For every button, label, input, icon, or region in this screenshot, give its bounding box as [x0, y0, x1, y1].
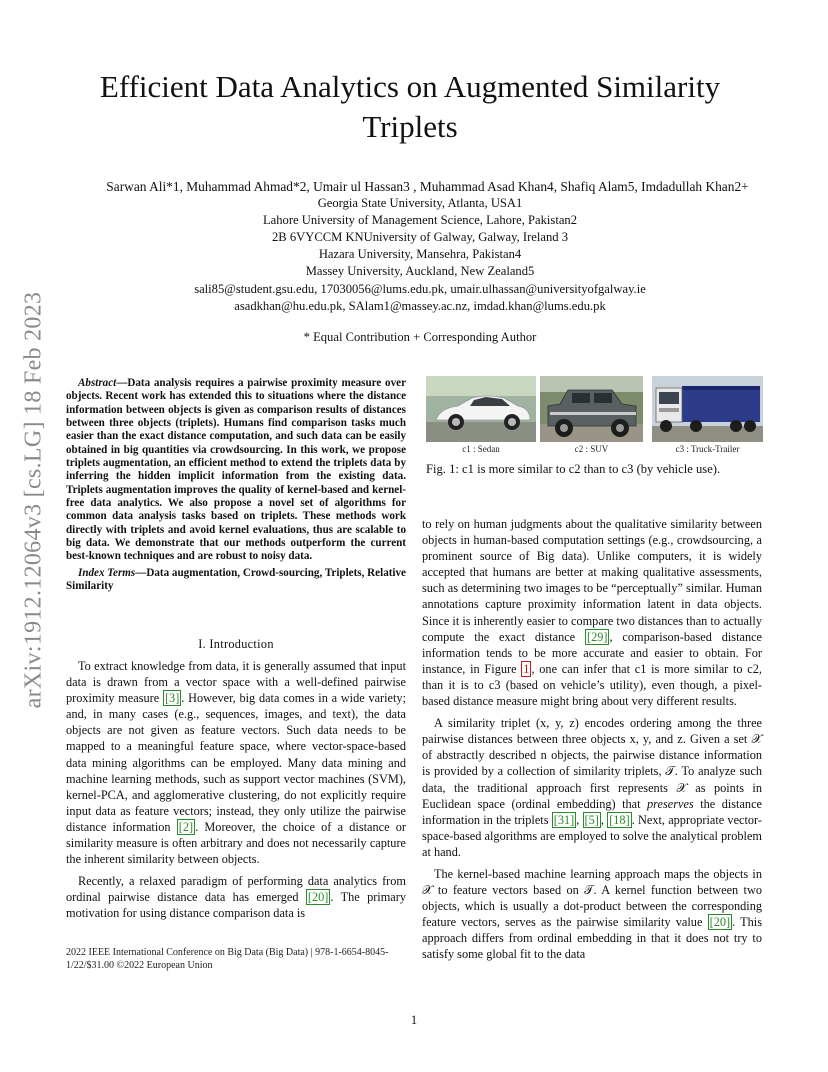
- citation-link[interactable]: [5]: [584, 812, 599, 827]
- title-line-1: Efficient Data Analytics on Augmented Similarity: [99, 69, 721, 104]
- text-run: . This approach differs from ordinal embedding in that it does not try to satisfy some global fit to the data: [422, 915, 762, 962]
- suv-image: [540, 376, 643, 442]
- affiliation-3: 2B 6VYCCM KNUniversity of Galway, Galway, Ireland 3: [271, 230, 568, 244]
- arxiv-id: arXiv:1912.12064v3 [cs.LG] 18 Feb 2023: [20, 291, 47, 709]
- citation-link[interactable]: [20]: [307, 890, 329, 905]
- affiliation-2: Lahore University of Management Science, Lahore, Pakistan2: [262, 213, 578, 227]
- text-run: . Moreover, the choice of a distance or similarity measure is often arbitrary and does not necessarily capture the inherent similarity between objects.: [66, 819, 406, 867]
- title-line-2: Triplets: [362, 109, 458, 144]
- arxiv-sidebar-stamp: [20, 290, 48, 710]
- intro-paragraph-2: [66, 873, 406, 921]
- truck-trailer-image: [652, 376, 763, 442]
- sedan-caption: c1 : Sedan: [462, 444, 500, 454]
- text-run: ,: [576, 812, 583, 827]
- text-run: . Next, appropriate vector-space-based algorithms are employed to solve the analytical problem at hand.: [422, 812, 762, 859]
- citation-link[interactable]: [18]: [609, 812, 630, 827]
- right-paragraph-2: [422, 715, 762, 860]
- text-run: . However, big data comes in a wide variety; and, in many cases (e.g., sequences, images, and text), the data objects are not given as feature vectors. Such data needs to be mapped to a meaningful feature space, where vector-space-based data mining algorithms can be employed. Many data mining and machine learning methods, such as support vector machines (SVM), kernel-PCA, and agglomerative clustering, do not explicitly require input data as feature vectors; instead, they only utilize the pairwise distance information: [66, 691, 406, 834]
- copyright-footnote: 2022 IEEE International Conference on Big Data (Big Data) | 978-1-6654-8045-1/22/$31.00 ©2022 European Union: [66, 947, 389, 971]
- right-paragraph-1: [422, 516, 762, 709]
- text-run: . The primary motivation for using distance comparison data is: [66, 890, 406, 921]
- intro-paragraph-1: [66, 658, 406, 867]
- email-line-2: asadkhan@hu.edu.pk, SAlam1@massey.ac.nz, imdad.khan@lums.edu.pk: [234, 299, 606, 313]
- text-run: A similarity triplet (x, y, z) encodes ordering among the three pairwise distances between three objects x, y, and z. Given a set 𝒳 of abstractly described n objects, the pairwise distance information is provided by a collection of similarity triplets, 𝒯. To analyze such data, the traditional approach first represents 𝒳 as points in Euclidean space (ordinal embedding) that: [422, 716, 762, 811]
- suv-caption: c2 : SUV: [574, 444, 609, 454]
- affiliation-1: Georgia State University, Atlanta, USA1: [317, 196, 523, 210]
- text-run: to rely on human judgments about the qualitative similarity between objects in human-based computation settings (e.g., crowdsourcing, a prominent source of Big data). Unlike computers, it is widely accepted that humans are better at making qualitative assessments, such as determining two images to be “perceptually” similar. Human annotations capture proximity information latent in data objects. Since it is inherently easier to compare two distances than to actually compute the exact distance: [422, 517, 762, 644]
- affiliation-5: Massey University, Auckland, New Zealand5: [305, 264, 535, 278]
- abstract: [66, 377, 406, 594]
- text-run: ,: [600, 812, 608, 827]
- index-terms-label: Index Terms: [78, 566, 136, 579]
- right-column-body: [422, 516, 762, 963]
- text-run: The kernel-based machine learning approach maps the objects in 𝒳 to feature vectors based on 𝒯. A kernel function between two objects, which is usually a dot-product between the corresponding feature vectors, serves as the pairwise similarity value: [422, 866, 762, 930]
- abstract-label: Abstract: [78, 377, 117, 389]
- citation-link[interactable]: [20]: [709, 915, 731, 930]
- citation-link[interactable]: [31]: [553, 812, 575, 827]
- emphasis: preserves: [647, 796, 694, 811]
- citation-link[interactable]: [2]: [178, 819, 194, 834]
- text-run: , one can infer that c1 is more similar to c2, than it is to c3 (based on vehicle’s utility), even though, a pixel-based distance measure might bring about very different results.: [422, 661, 762, 709]
- paper-title: [60, 67, 760, 147]
- citation-link[interactable]: [29]: [586, 629, 608, 644]
- figure-caption: Fig. 1: c1 is more similar to c2 than to c3 (by vehicle use).: [426, 462, 721, 476]
- left-column-body: [66, 658, 406, 922]
- equal-contribution-note: * Equal Contribution + Corresponding Author: [303, 330, 537, 344]
- email-line-1: sali85@student.gsu.edu, 17030056@lums.edu.pk, umair.ulhassan@universityofgalway.ie: [194, 282, 646, 296]
- sedan-image: [426, 376, 536, 442]
- right-paragraph-3: [422, 866, 762, 963]
- index-terms-text: —Data augmentation, Crowd-sourcing, Triplets, Relative Similarity: [66, 566, 406, 593]
- text-run: Recently, a relaxed paradigm of performing data analytics from ordinal pairwise distance data has emerged: [66, 874, 406, 905]
- figure-link[interactable]: 1: [523, 661, 530, 676]
- author-list: Sarwan Ali*1, Muhammad Ahmad*2, Umair ul Hassan3 , Muhammad Asad Khan4, Shafiq Alam5, Imdadullah Khan2+: [106, 179, 749, 194]
- page-number: 1: [410, 1013, 418, 1027]
- truck-caption: c3 : Truck-Trailer: [675, 444, 740, 454]
- text-run: , comparison-based distance information tends to be more accurate and easier to obtain. For instance, in Figure: [422, 629, 763, 676]
- text-run: To extract knowledge from data, it is generally assumed that input data is drawn from a vector space with a well-defined pairwise proximity measure: [66, 659, 406, 706]
- citation-link[interactable]: [3]: [164, 691, 180, 706]
- affiliation-4: Hazara University, Mansehra, Pakistan4: [318, 247, 522, 261]
- abstract-text: —Data analysis requires a pairwise proximity measure over objects. Recent work has extended this to situations where the distance information between objects is given as comparison results of distances between three objects (triplets). Humans find comparison tasks much easier than the exact distance computation, and such data can be easily obtained in big quantities via crowdsourcing. In this work, we propose triplets augmentation, an efficient method to extend the triplets data by inferring the hidden implicit information from the existing data. Triplets augmentation improves the quality of kernel-based and kernel-free data analytics. We also propose a novel set of algorithms for common data analysis tasks based on triplets. These methods work directly with triplets and avoid kernel evaluations, thus are scalable to big data. We demonstrate that our methods outperform the current best-known techniques and are robust to noisy data.: [66, 377, 406, 563]
- section-heading: I. Introduction: [198, 637, 274, 651]
- text-run: the distance information in the triplets: [422, 796, 762, 827]
